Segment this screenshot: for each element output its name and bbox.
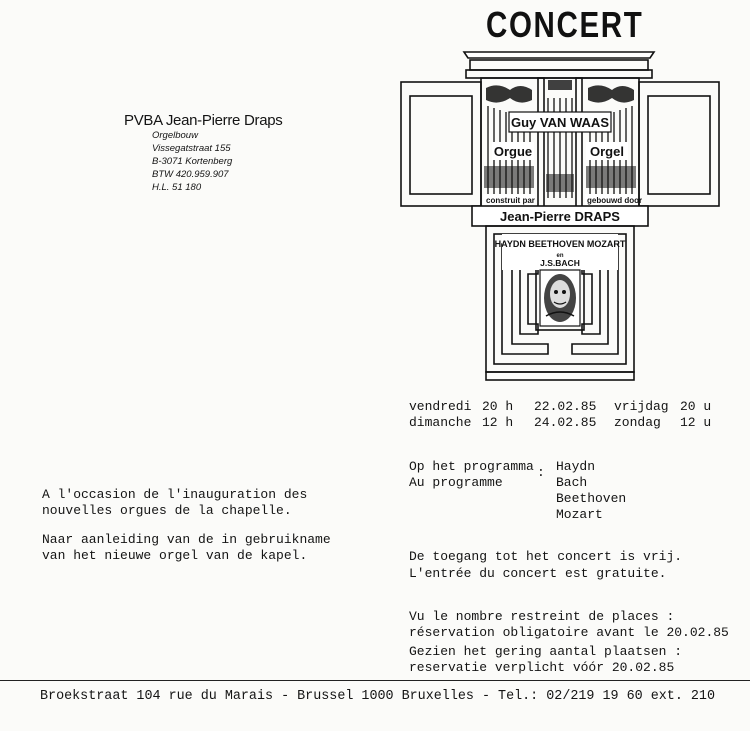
gebouwd-label: gebouwd door xyxy=(587,196,643,205)
carved-medallion xyxy=(540,270,580,326)
reservation-nl xyxy=(409,644,682,676)
schedule-day-nl: vrijdag xyxy=(614,399,669,414)
occasion-nl xyxy=(42,532,331,564)
reservation-nl-line: reservatie verplicht vóór 20.02.85 xyxy=(409,660,675,675)
company-line: Orgelbouw xyxy=(152,130,198,141)
concert-title: CONCERT xyxy=(486,4,644,45)
entry-fr: L'entrée du concert est gratuite. xyxy=(409,566,667,581)
occasion-nl-line: Naar aanleiding van de in gebruikname xyxy=(42,532,331,547)
program-composer: Mozart xyxy=(556,507,603,522)
reservation-fr-line: réservation obligatoire avant le 20.02.85 xyxy=(409,625,729,640)
construit-label: construit par xyxy=(486,196,535,205)
organ-performer: Guy VAN WAAS xyxy=(511,115,609,130)
occasion-nl-line: van het nieuwe orgel van de kapel. xyxy=(42,548,308,563)
company-line: BTW 420.959.907 xyxy=(152,169,229,180)
organ-composers: HAYDN BEETHOVEN MOZART xyxy=(494,239,626,249)
schedule-date: 22.02.85 xyxy=(534,399,597,414)
schedule-row xyxy=(409,415,711,431)
program-labels xyxy=(409,459,534,491)
program-composer: Beethoven xyxy=(556,491,627,506)
program-composer: Bach xyxy=(556,475,588,490)
organ-label-nl: Orgel xyxy=(590,144,624,159)
schedule-time-nl: 20 u xyxy=(680,399,712,414)
footer-address: Broekstraat 104 rue du Marais - Brussel 1000 Bruxelles - Tel.: 02/219 19 60 ext. 210 xyxy=(40,689,715,704)
reservation-fr xyxy=(409,609,729,641)
company-block xyxy=(124,112,304,194)
occasion-fr xyxy=(42,487,307,519)
organ-illustration xyxy=(398,48,722,384)
schedule-time-nl: 12 u xyxy=(680,415,712,430)
program-label-nl: Op het programma xyxy=(409,459,534,474)
organ-connector: en xyxy=(556,253,564,259)
organ-builder: Jean-Pierre DRAPS xyxy=(500,209,620,224)
organ-bach: J.S.BACH xyxy=(540,258,580,268)
program-composer: Haydn xyxy=(556,459,596,474)
reservation-fr-line: Vu le nombre restreint de places : xyxy=(409,609,675,624)
schedule-time-fr: 20 h xyxy=(482,399,514,414)
schedule-day-fr: dimanche xyxy=(409,415,472,430)
company-line: Vissegatstraat 155 xyxy=(152,143,231,154)
reservation-nl-line: Gezien het gering aantal plaatsen : xyxy=(409,644,683,659)
occasion-fr-line: A l'occasion de l'inauguration des xyxy=(42,487,308,502)
program-label-fr: Au programme xyxy=(409,475,503,490)
schedule-time-fr: 12 h xyxy=(482,415,514,430)
schedule-day-nl: zondag xyxy=(614,415,661,430)
company-name: PVBA Jean-Pierre Draps xyxy=(124,112,283,129)
occasion-fr-line: nouvelles orgues de la chapelle. xyxy=(42,503,292,518)
entry-nl: De toegang tot het concert is vrij. xyxy=(409,549,683,564)
schedule-date: 24.02.85 xyxy=(534,415,597,430)
program-composers xyxy=(556,459,626,523)
footer-divider xyxy=(0,680,750,681)
schedule-day-fr: vendredi xyxy=(409,399,472,414)
company-line: H.L. 51 180 xyxy=(152,182,202,193)
company-line: B-3071 Kortenberg xyxy=(152,156,233,167)
schedule-row xyxy=(409,399,711,415)
entry-info xyxy=(409,548,682,582)
program-colon: : xyxy=(537,465,545,480)
organ-label-fr: Orgue xyxy=(493,144,533,159)
